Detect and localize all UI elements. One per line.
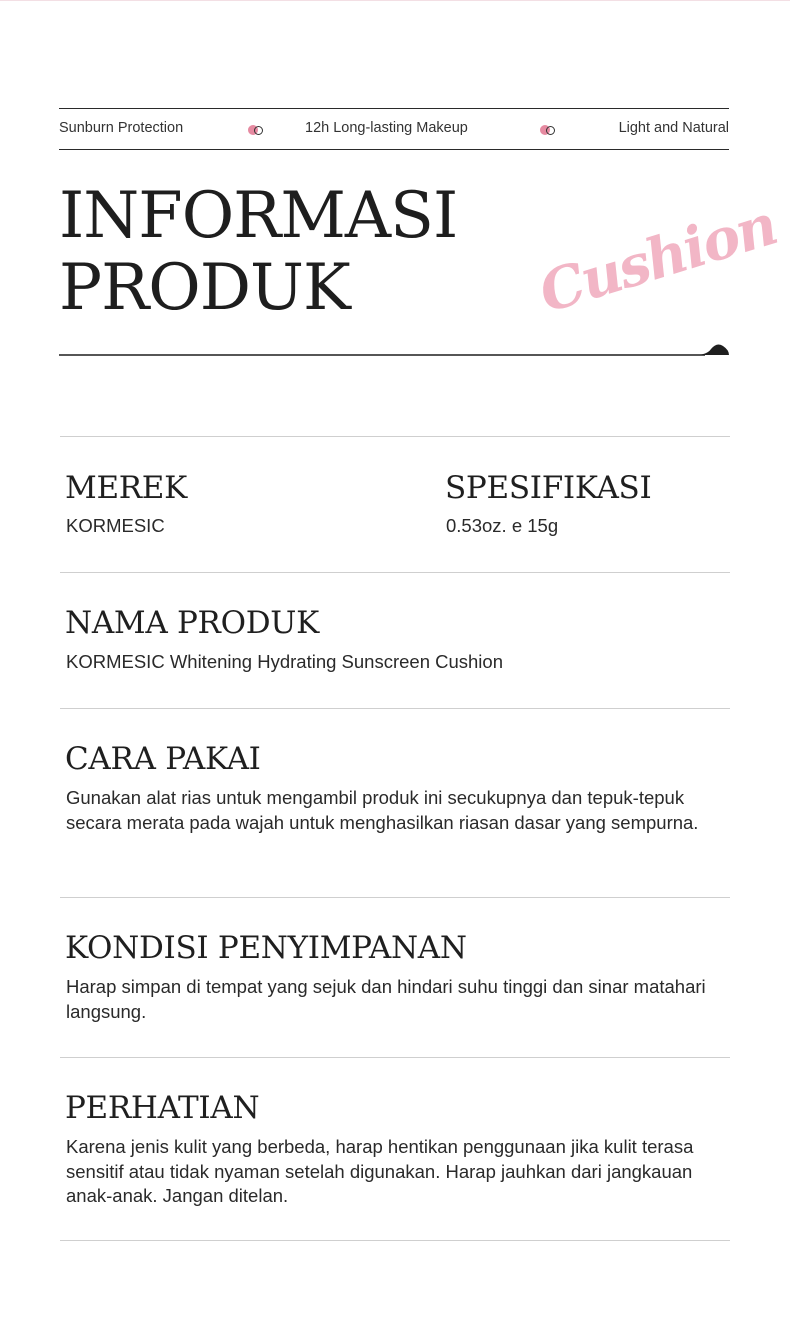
spec-value: 0.53oz. e 15g <box>446 515 559 536</box>
page-title-line2: PRODUK <box>59 251 350 325</box>
brand-label: MEREK <box>65 470 188 506</box>
product-name-value: KORMESIC Whitening Hydrating Sunscreen Cushion <box>66 651 503 672</box>
title-divider <box>59 336 729 366</box>
product-name-label: NAMA PRODUK <box>65 605 319 641</box>
caution-text: Karena jenis kulit yang berbeda, harap hentikan penggunaan jika kulit terasa sensitif atau tidak nyaman setelah digunakan. Harap jauhkan dari jangkauan anak-anak. Jangan ditelan. <box>66 1136 694 1206</box>
feature-bar <box>59 108 729 150</box>
storage-label: KONDISI PENYIMPANAN <box>65 930 467 966</box>
usage-text: Gunakan alat rias untuk mengambil produk ini secukupnya dan tepuk-tepuk secara merata pada wajah untuk menghasilkan riasan dasar yang sempurna. <box>66 787 699 833</box>
caution-label: PERHATIAN <box>65 1090 260 1126</box>
page-title-line1: INFORMASI <box>59 179 458 253</box>
feature-long-lasting: 12h Long-lasting Makeup <box>305 120 468 136</box>
storage-text: Harap simpan di tempat yang sejuk dan hindari suhu tinggi dan sinar matahari langsung. <box>66 976 706 1022</box>
usage-label: CARA PAKAI <box>65 741 261 777</box>
section-divider <box>60 572 730 573</box>
section-divider <box>60 436 730 437</box>
cushion-script-logo <box>522 170 784 327</box>
section-divider <box>60 897 730 898</box>
svg-text:Cushion: Cushion <box>531 191 784 327</box>
bullet-dot-icon <box>248 125 264 135</box>
brand-value: KORMESIC <box>66 515 165 536</box>
feature-light-natural: Light and Natural <box>618 120 729 136</box>
spec-label: SPESIFIKASI <box>445 470 652 506</box>
section-divider <box>60 1240 730 1241</box>
feature-sunburn-protection: Sunburn Protection <box>59 120 184 136</box>
top-accent-line <box>0 0 790 1</box>
section-divider <box>60 1057 730 1058</box>
section-divider <box>60 708 730 709</box>
bullet-dot-icon <box>540 125 556 135</box>
